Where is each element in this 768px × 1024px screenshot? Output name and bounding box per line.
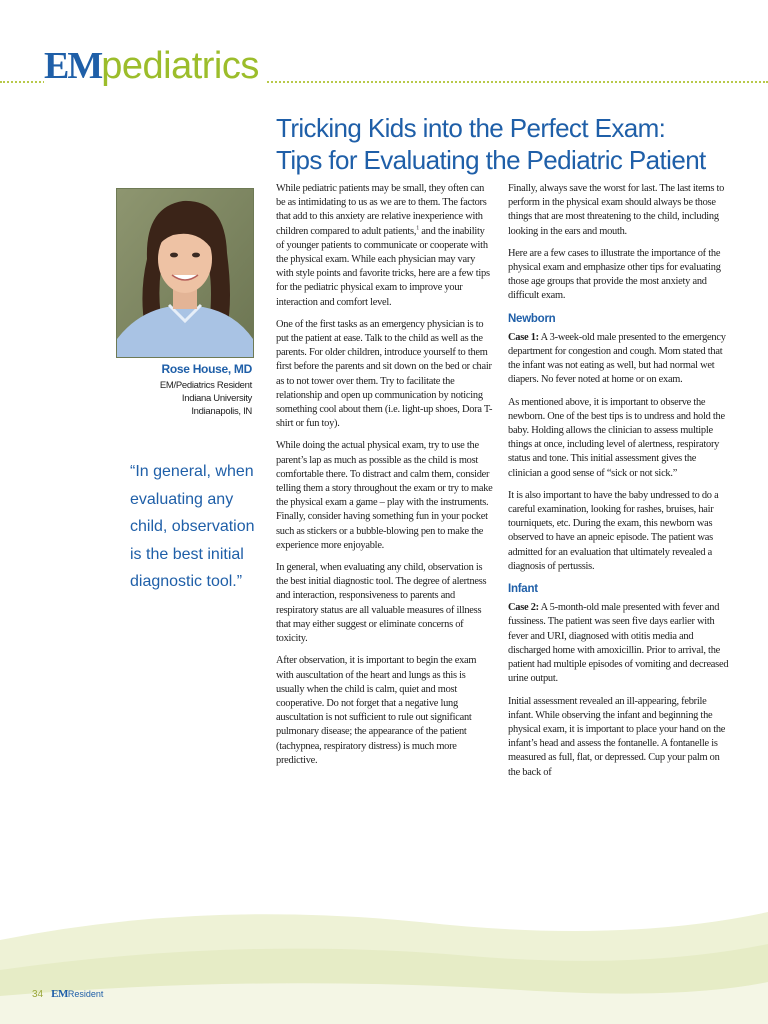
body-paragraph bbox=[508, 396, 730, 481]
article-title bbox=[276, 112, 756, 176]
case-label: Case 1: bbox=[508, 331, 539, 343]
article-column-1 bbox=[276, 182, 494, 776]
section-heading: Infant bbox=[508, 583, 538, 596]
paragraph-text: Finally, always save the worst for last. The last items to perform in the physical exam should always be those things that are most threatening to the child, including looking in the ears and mouth. bbox=[508, 183, 725, 237]
section-heading: Newborn bbox=[508, 312, 556, 325]
paragraph-text: While doing the actual physical exam, try to use the parent’s lap as much as possible as the child is most comfortable there. To distract and calm them, consider telling them a story throughout the exam or try to make the physical exam a game – play with the instruments. Finally, consider having something fun in your pocket such as stickers or a bubble-blowing pen to make the experience more enjoyable. bbox=[276, 440, 493, 551]
paragraph-text: As mentioned above, it is important to observe the newborn. One of the best tips is to undress and hold the baby. Holding allows the clinician to assess multiple things at once, including level of alertness, respiratory status and tone. This initial assessment gives the clinician a good sense of “sick or not sick.” bbox=[508, 396, 725, 479]
paragraph-text: It is also important to have the baby undressed to do a careful examination, looking for rashes, bruises, hair tourniquets, etc. During the exam, this newborn was observed to have an apneic episode. The patient was admitted for an evaluation that ultimately revealed a diagnosis of pertussis. bbox=[508, 489, 719, 572]
article-title-line2: Tips for Evaluating the Pediatric Patient bbox=[276, 145, 706, 175]
author-location: Indianapolis, IN bbox=[191, 406, 252, 417]
article-title-line1: Tricking Kids into the Perfect Exam: bbox=[276, 113, 666, 143]
body-paragraph bbox=[508, 601, 730, 686]
masthead-logo bbox=[44, 44, 267, 96]
body-paragraph bbox=[276, 182, 494, 310]
case-label: Case 2: bbox=[508, 602, 539, 614]
body-paragraph bbox=[508, 182, 730, 239]
author-institution: Indiana University bbox=[181, 393, 252, 404]
footer-logo-em: EM bbox=[51, 988, 68, 1000]
body-paragraph bbox=[276, 654, 494, 768]
paragraph-text: While pediatric patients may be small, they often can be as intimidating to us as we are to them. The factors that add to this anxiety are relative inexperience with children compared to adult patients, bbox=[276, 183, 487, 237]
body-paragraph bbox=[508, 695, 730, 780]
author-photo bbox=[116, 188, 254, 358]
paragraph-text: A 3-week-old male presented to the emergency department for congestion and cough. Mom stated that the infant was not eating as well, but had normal wet diapers. No fever noted at home or on exam. bbox=[508, 331, 726, 386]
body-paragraph bbox=[276, 439, 494, 553]
masthead-pediatrics: pediatrics bbox=[101, 45, 259, 87]
footer-logo-resident: Resident bbox=[67, 989, 104, 999]
body-paragraph bbox=[508, 247, 730, 304]
author-title: EM/Pediatrics Resident bbox=[159, 380, 252, 391]
paragraph-text: A 5-month-old male presented with fever and fussiness. The patient was seen five days earlier with fever and URI, diagnosed with otitis media and discharged home with amoxicillin. Prior to arrival, the patient had multiple episodes of vomiting and decreased urine output. bbox=[508, 602, 729, 685]
article-column-2 bbox=[508, 182, 730, 788]
body-paragraph bbox=[276, 561, 494, 646]
footer-swoosh-decoration bbox=[0, 900, 768, 1024]
paragraph-text: One of the first tasks as an emergency physician is to put the patient at ease. Talk to the child as well as the parents. For older children, introduce yourself to them first before the parents and sit down on the bed or chair as to not tower over them. Try to facilitate the relationship and open up communication by noticing something cool about them (i.e. light-up shoes, Dora T-shirt or fun toy). bbox=[276, 318, 493, 430]
pull-quote: “In general, when evaluating any child, observation is the best initial diagnostic tool.” bbox=[130, 463, 255, 590]
body-paragraph bbox=[276, 318, 494, 432]
paragraph-text: Initial assessment revealed an ill-appearing, febrile infant. While observing the infant and beginning the physical exam, it is important to place your hand on the infant’s head and assess the fontanelle. A fontanelle is measured as full, flat, or depressed. Cup your palm on the back of bbox=[508, 695, 726, 778]
author-byline bbox=[110, 362, 252, 418]
paragraph-text: Here are a few cases to illustrate the importance of the physical exam and emphasize other tips for evaluating those age groups that provide the most anxiety and difficult exam. bbox=[508, 247, 721, 302]
paragraph-text: In general, when evaluating any child, observation is the best initial diagnostic tool. The degree of alertness and interaction, responsiveness to parents and respiratory status are all valuable measures of illness that may either suggest or eliminate concerns of toxicity. bbox=[276, 562, 487, 645]
paragraph-text: After observation, it is important to begin the exam with auscultation of the heart and lungs as this is usually when the child is calm, quiet and most cooperative. Do not forget that a negative lung auscultation is not sufficient to rule out significant pulmonary disease; the appearance of the patient (tachypnea, respiratory distress) is much more predictive. bbox=[276, 655, 477, 766]
author-name: Rose House, MD bbox=[161, 362, 252, 376]
footnote-ref: 1 bbox=[416, 225, 419, 232]
author-portrait-image bbox=[117, 189, 253, 357]
masthead-em: EM bbox=[44, 45, 102, 87]
page-footer bbox=[32, 988, 103, 1000]
page-number: 34 bbox=[32, 989, 44, 1000]
body-paragraph bbox=[508, 489, 730, 574]
paragraph-text: and the inability of younger patients to communicate or cooperate with the physical exam. While each physician may vary with style points and favorite tricks, here are a few tips for the pediatric physical exam to improve your interaction and comfort level. bbox=[276, 225, 490, 308]
body-paragraph bbox=[508, 331, 730, 388]
